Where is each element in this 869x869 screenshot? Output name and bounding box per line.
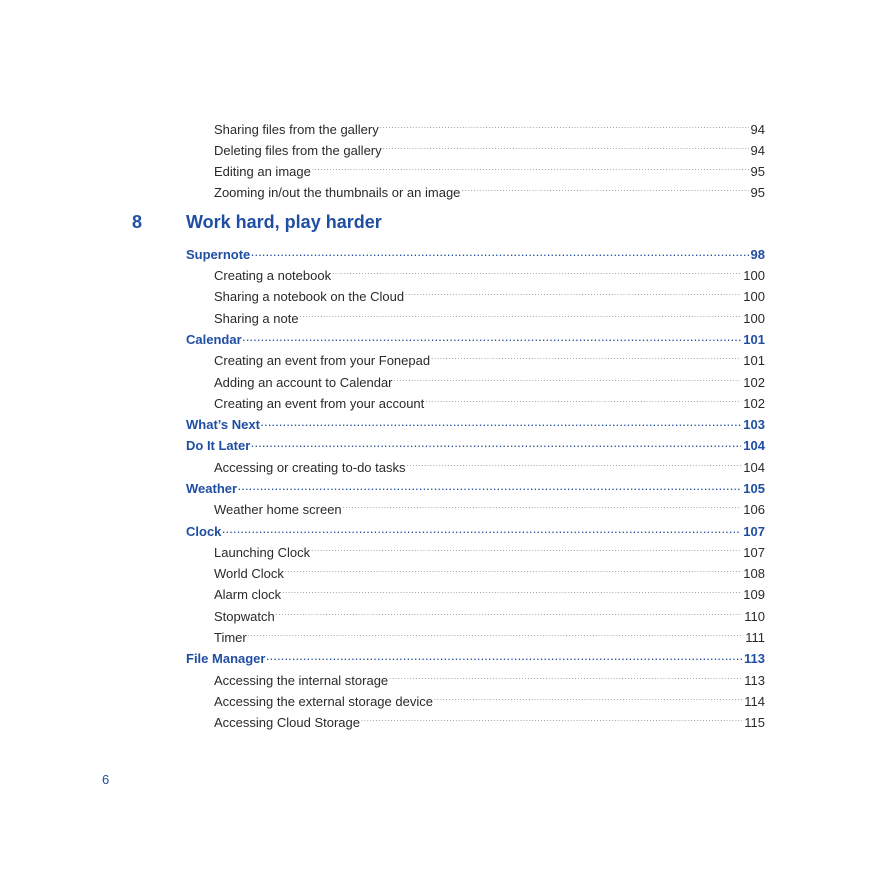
toc-entry-page: 94 — [750, 122, 765, 137]
toc-entry-page: 111 — [745, 630, 765, 645]
dot-leader — [380, 122, 749, 135]
toc-section-label: File Manager — [186, 651, 266, 666]
toc-entry-weather-home[interactable] — [214, 502, 765, 518]
toc-section-label: Do It Later — [186, 438, 251, 453]
toc-section-calendar[interactable] — [186, 332, 765, 348]
toc-entry-todo-tasks[interactable] — [214, 460, 765, 476]
toc-entry-page: 100 — [743, 311, 765, 326]
toc-section-page: 105 — [743, 481, 765, 496]
toc-entry-editing-image[interactable] — [214, 164, 765, 180]
toc-section-whats-next[interactable] — [186, 417, 765, 433]
toc-entry-page: 108 — [743, 566, 765, 581]
toc-entry-internal-storage[interactable] — [214, 673, 765, 689]
dot-leader — [266, 651, 742, 665]
toc-entry-launching-clock[interactable] — [214, 545, 765, 561]
toc-section-label: What’s Next — [186, 417, 260, 432]
toc-entry-label: Stopwatch — [214, 609, 275, 624]
toc-entry-label: Creating a notebook — [214, 268, 332, 283]
toc-entry-page: 104 — [743, 460, 765, 475]
dot-leader — [405, 289, 741, 302]
dot-leader — [332, 268, 741, 281]
toc-entry-label: Accessing or creating to-do tasks — [214, 460, 406, 475]
toc-entry-page: 102 — [743, 375, 765, 390]
dot-leader — [383, 143, 749, 156]
toc-entry-sharing-notebook-cloud[interactable] — [214, 289, 765, 305]
toc-entry-page: 102 — [743, 396, 765, 411]
toc-entry-zooming[interactable] — [214, 185, 765, 201]
toc-entry-label: Timer — [214, 630, 247, 645]
toc-entry-page: 110 — [744, 609, 765, 624]
dot-leader — [406, 460, 741, 473]
dot-leader — [251, 247, 748, 261]
toc-entry-creating-event-account[interactable] — [214, 396, 765, 412]
toc-entry-label: Deleting files from the gallery — [214, 143, 382, 158]
dot-leader — [361, 715, 742, 728]
dot-leader — [343, 502, 742, 515]
chapter-number: 8 — [132, 212, 143, 232]
toc-entry-page: 95 — [750, 164, 765, 179]
toc-entry-label: Creating an event from your account — [214, 396, 425, 411]
toc-entry-label: Zooming in/out the thumbnails or an image — [214, 185, 461, 200]
dot-leader — [300, 311, 742, 324]
toc-entry-page: 94 — [750, 143, 765, 158]
dot-leader — [285, 566, 741, 579]
toc-entry-page: 101 — [743, 353, 765, 368]
toc-entry-label: Accessing Cloud Storage — [214, 715, 360, 730]
toc-entry-deleting-files[interactable] — [214, 143, 765, 159]
toc-entry-page: 100 — [743, 289, 765, 304]
toc-entry-page: 100 — [743, 268, 765, 283]
toc-entry-page: 114 — [744, 694, 765, 709]
toc-entry-page: 107 — [743, 545, 765, 560]
toc-section-file-manager[interactable] — [186, 651, 765, 667]
dot-leader — [261, 417, 741, 431]
toc-section-label: Clock — [186, 524, 222, 539]
dot-leader — [312, 164, 749, 177]
toc-entry-label: Weather home screen — [214, 502, 342, 517]
toc-section-page: 98 — [750, 247, 765, 262]
toc-entry-page: 106 — [743, 502, 765, 517]
chapter-title[interactable]: Work hard, play harder — [186, 212, 382, 232]
toc-section-page: 107 — [743, 524, 765, 539]
toc-section-page: 104 — [743, 438, 765, 453]
toc-entry-creating-event-fonepad[interactable] — [214, 353, 765, 369]
toc-section-weather[interactable] — [186, 481, 765, 497]
dot-leader — [311, 545, 741, 558]
dot-leader — [251, 438, 741, 452]
toc-entry-world-clock[interactable] — [214, 566, 765, 582]
toc-entry-alarm-clock[interactable] — [214, 587, 765, 603]
toc-entry-label: Accessing the external storage device — [214, 694, 433, 709]
dot-leader — [238, 481, 741, 495]
footer-page-number: 6 — [102, 772, 110, 787]
dot-leader — [222, 524, 741, 538]
dot-leader — [248, 630, 743, 643]
dot-leader — [282, 587, 741, 600]
toc-section-supernote[interactable] — [186, 247, 765, 263]
toc-entry-adding-account[interactable] — [214, 375, 765, 391]
toc-entry-sharing-files[interactable] — [214, 122, 765, 138]
toc-entry-label: Sharing a notebook on the Cloud — [214, 289, 405, 304]
toc-section-page: 113 — [744, 651, 765, 666]
dot-leader — [431, 353, 741, 366]
toc-entry-timer[interactable] — [214, 630, 765, 646]
dot-leader — [425, 396, 741, 409]
toc-section-label: Supernote — [186, 247, 251, 262]
toc-entry-stopwatch[interactable] — [214, 609, 765, 625]
toc-section-label: Calendar — [186, 332, 242, 347]
toc-entry-page: 95 — [750, 185, 765, 200]
toc-entry-sharing-note[interactable] — [214, 311, 765, 327]
toc-entry-cloud-storage[interactable] — [214, 715, 765, 731]
toc-entry-label: World Clock — [214, 566, 284, 581]
toc-entry-label: Sharing files from the gallery — [214, 122, 379, 137]
toc-entry-label: Editing an image — [214, 164, 311, 179]
dot-leader — [243, 332, 742, 346]
dot-leader — [434, 694, 742, 707]
toc-entry-creating-notebook[interactable] — [214, 268, 765, 284]
dot-leader — [461, 185, 748, 198]
toc-entry-label: Adding an account to Calendar — [214, 375, 393, 390]
toc-entry-external-storage[interactable] — [214, 694, 765, 710]
toc-section-do-it-later[interactable] — [186, 438, 765, 454]
toc-entry-page: 115 — [744, 715, 765, 730]
toc-section-clock[interactable] — [186, 524, 765, 540]
dot-leader — [389, 673, 742, 686]
toc-entry-label: Alarm clock — [214, 587, 282, 602]
toc-section-page: 103 — [743, 417, 765, 432]
toc-entry-label: Launching Clock — [214, 545, 311, 560]
toc-entry-label: Sharing a note — [214, 311, 299, 326]
toc-entry-label: Creating an event from your Fonepad — [214, 353, 431, 368]
toc-entry-page: 113 — [744, 673, 765, 688]
dot-leader — [276, 609, 743, 622]
toc-section-label: Weather — [186, 481, 238, 496]
toc-entry-label: Accessing the internal storage — [214, 673, 389, 688]
dot-leader — [394, 375, 742, 388]
toc-entry-page: 109 — [743, 587, 765, 602]
toc-section-page: 101 — [743, 332, 765, 347]
